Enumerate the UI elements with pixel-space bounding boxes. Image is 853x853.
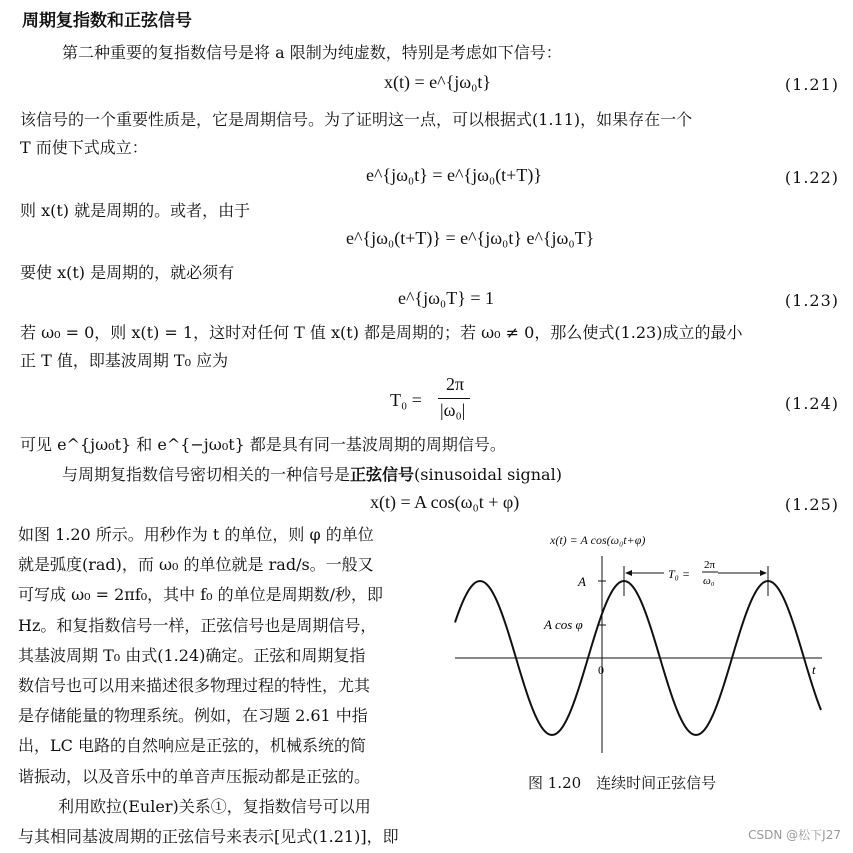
equation-1-21: x(t) = e^{jω₀t} [384, 72, 491, 92]
paragraph-line [62, 462, 562, 485]
acos-label: A cos φ [544, 617, 583, 632]
equation-1-25: x(t) = A cos(ω₀t + φ) [370, 492, 520, 512]
column-line: 就是弧度(rad)，而 ω₀ 的单位就是 rad/s。一般又 [18, 555, 374, 575]
equation-1-24-numerator: 2π [446, 374, 465, 394]
equation-number: (1.25) [784, 495, 839, 514]
t-label: t [812, 662, 816, 677]
column-line: 其基波周期 T₀ 由式(1.24)确定。正弦和周期复指 [18, 645, 366, 665]
column-line: 如图 1.20 所示。用秒作为 t 的单位，则 φ 的单位 [18, 525, 374, 544]
equation-mid: e^{jω₀(t+T)} = e^{jω₀t} e^{jω₀T} [346, 228, 595, 248]
arrowhead-left [625, 570, 632, 576]
equation-number: (1.24) [784, 394, 839, 413]
paragraph-line: 第二种重要的复指数信号是将 a 限制为纯虚数，特别是考虑如下信号： [62, 43, 562, 62]
equation-1-22: e^{jω₀t} = e^{jω₀(t+T)} [366, 165, 542, 185]
paragraph-line: 若 ω₀ = 0，则 x(t) = 1，这时对任何 T 值 x(t) 都是周期的；若 ω₀ ≠ 0，那么使式(1.23)成立的最小 [20, 323, 743, 342]
period-frac-bottom: ω₀ [703, 575, 715, 587]
amplitude-label: A [578, 574, 586, 589]
section-title: 周期复指数和正弦信号 [22, 11, 192, 31]
paragraph-line: 正 T 值，即基波周期 T₀ 应为 [20, 351, 229, 370]
sinusoid-figure [450, 528, 840, 773]
column-line: 是存储能量的物理系统。例如，在习题 2.61 中指 [18, 706, 368, 726]
paragraph-line: 该信号的一个重要性质是，它是周期信号。为了证明这一点，可以根据式(1.11)，如果存在一个 [20, 110, 693, 129]
column-line: Hz。和复指数信号一样，正弦信号也是周期信号， [18, 615, 377, 635]
equation-1-24-lhs: T₀ = [390, 390, 422, 410]
paragraph-line: 要使 x(t) 是周期的，就必须有 [20, 263, 235, 282]
origin-label: 0 [598, 663, 604, 677]
watermark: CSDN @松下J27 [748, 828, 841, 842]
period-frac-top: 2π [704, 559, 716, 571]
period-label: T₀ = [668, 567, 690, 581]
column-line: 可写成 ω₀ = 2πf₀，其中 f₀ 的单位是周期数/秒，即 [18, 585, 384, 605]
equation-1-24-denominator: |ω₀| [440, 400, 466, 420]
term-sinusoidal: 正弦信号 [350, 465, 415, 484]
column-line: 出，LC 电路的自然响应是正弦的，机械系统的简 [18, 736, 366, 756]
equation-number: (1.22) [784, 168, 839, 187]
arrowhead-right [760, 570, 767, 576]
paragraph-line: 则 x(t) 就是周期的。或者，由于 [20, 201, 251, 220]
column-line: 利用欧拉(Euler)关系①，复指数信号可以用 [58, 796, 371, 816]
left-column-text [18, 520, 399, 852]
equation-1-23: e^{jω₀T} = 1 [398, 288, 494, 308]
column-line: 数信号也可以用来描述很多物理过程的特性，尤其 [18, 676, 371, 696]
figure-caption: 图 1.20 连续时间正弦信号 [528, 774, 717, 792]
paragraph-line: 可见 e^{jω₀t} 和 e^{−jω₀t} 都是具有同一基波周期的周期信号。 [20, 435, 506, 454]
column-line: 谐振动，以及音乐中的单音声压振动都是正弦的。 [18, 766, 371, 786]
column-line: 与其相同基波周期的正弦信号来表示[见式(1.21)]，即 [18, 827, 399, 847]
figure-title: x(t) = A cos(ω₀t+φ) [550, 533, 646, 547]
equation-number: (1.23) [784, 291, 839, 310]
equation-number: (1.21) [784, 75, 839, 94]
text-run: 与周期复指数信号密切相关的一种信号是 [62, 465, 351, 484]
fraction-bar [438, 398, 470, 399]
text-run: (sinusoidal signal) [414, 465, 562, 484]
paragraph-line: T 而使下式成立： [20, 138, 148, 157]
